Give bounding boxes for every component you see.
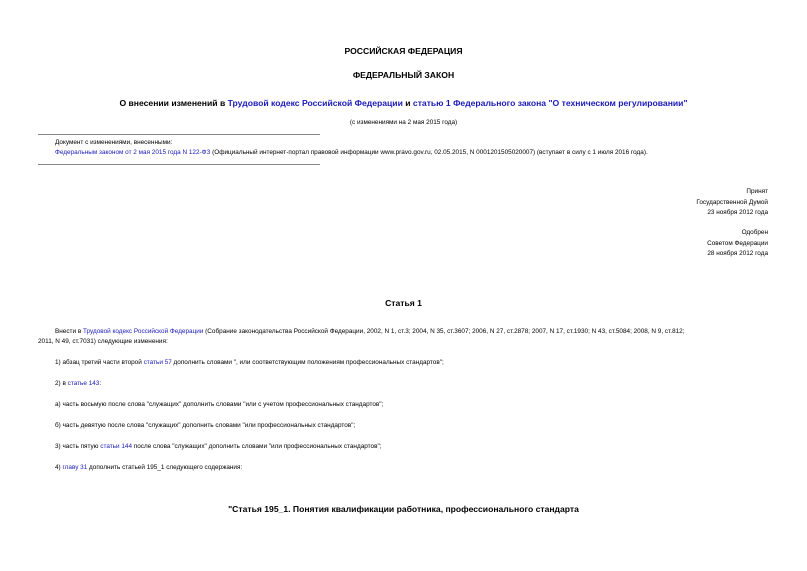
item-2-link-article-143[interactable]: статье 143	[67, 380, 100, 387]
item-3	[55, 443, 382, 450]
title-mid: и	[402, 98, 413, 108]
article-195-1-heading: "Статья 195_1. Понятия квалификации работника, профессионального стандарта	[228, 504, 579, 514]
country-heading: РОССИЙСКАЯ ФЕДЕРАЦИЯ	[344, 46, 463, 56]
law-type-heading: ФЕДЕРАЛЬНЫЙ ЗАКОН	[352, 70, 455, 80]
article-1-intro-line1	[55, 328, 685, 335]
changes-link-fz-122[interactable]: Федеральным законом от 2 мая 2015 года N 122-ФЗ	[55, 149, 211, 156]
adopted-block	[696, 187, 768, 219]
item-3-prefix: 3) часть пятую	[55, 443, 101, 450]
approved-date: 28 ноября 2012 года	[707, 250, 768, 257]
bottom-divider	[38, 164, 320, 165]
item-1-prefix: 1) абзац третий части второй	[55, 359, 144, 366]
item-3-link-article-144[interactable]: статьи 144	[100, 443, 132, 450]
item-3-rest: после слова "служащих" дополнить словами "или профессиональных стандартов";	[132, 443, 382, 450]
approved-line: Одобрен	[741, 229, 768, 236]
item-4-link-chapter-31[interactable]: главу 31	[62, 464, 88, 471]
item-2-prefix: 2) в	[55, 380, 68, 387]
intro-prefix: Внести в	[55, 328, 83, 335]
item-4-prefix: 4)	[55, 464, 63, 471]
item-4	[55, 464, 242, 471]
title-prefix: О внесении изменений в	[119, 98, 228, 108]
changes-line	[55, 149, 648, 156]
adopted-line: Принят	[746, 188, 768, 195]
item-4-rest: дополнить статьей 195_1 следующего содержания:	[87, 464, 243, 471]
item-1-rest: дополнить словами ", или соответствующим положениям профессиональных стандартов";	[171, 359, 444, 366]
edition-note: (с изменениями на 2 мая 2015 года)	[349, 119, 458, 126]
article-1-heading: Статья 1	[385, 298, 422, 308]
approved-body: Советом Федерации	[707, 239, 768, 247]
intro-link-labor-code[interactable]: Трудовой кодекс Российской Федерации	[82, 328, 204, 335]
approved-block	[707, 228, 768, 260]
law-title	[0, 98, 807, 108]
intro-rest: (Собрание законодательства Российской Федерации, 2002, N 1, ст.3; 2004, N 35, ст.3607; 2006, N 27, ст.2878; 2007, N 17, ст.1930; N 43, ст.5084; 2008, N 9, ст.812;	[203, 328, 685, 335]
title-link-labor-code[interactable]: Трудовой кодекс Российской Федерации	[227, 98, 403, 108]
item-2-rest: :	[99, 380, 102, 387]
article-1-intro-line2: 2011, N 49, ст.7031) следующие изменения:	[38, 338, 168, 345]
adopted-body: Государственной Думой	[696, 198, 768, 206]
item-1	[55, 359, 444, 366]
item-2b: б) часть девятую после слова "служащих" дополнить словами "или профессиональных стандартов";	[55, 422, 356, 429]
item-2	[55, 380, 101, 387]
item-1-link-article-57[interactable]: статьи 57	[143, 359, 172, 366]
adopted-date: 23 ноября 2012 года	[707, 209, 768, 216]
top-divider	[38, 134, 320, 135]
changes-label: Документ с изменениями, внесенными:	[55, 139, 173, 146]
title-link-tech-regulation[interactable]: статью 1 Федерального закона "О техническом регулировании"	[412, 98, 688, 108]
changes-rest: (Официальный интернет-портал правовой информации www.pravo.gov.ru, 02.05.2015, N 0001201505020007) (вступает в силу с 1 июля 2016 года).	[210, 149, 648, 156]
item-2a: а) часть восьмую после слова "служащих" дополнить словами "или с учетом профессиональных стандартов";	[55, 401, 384, 408]
